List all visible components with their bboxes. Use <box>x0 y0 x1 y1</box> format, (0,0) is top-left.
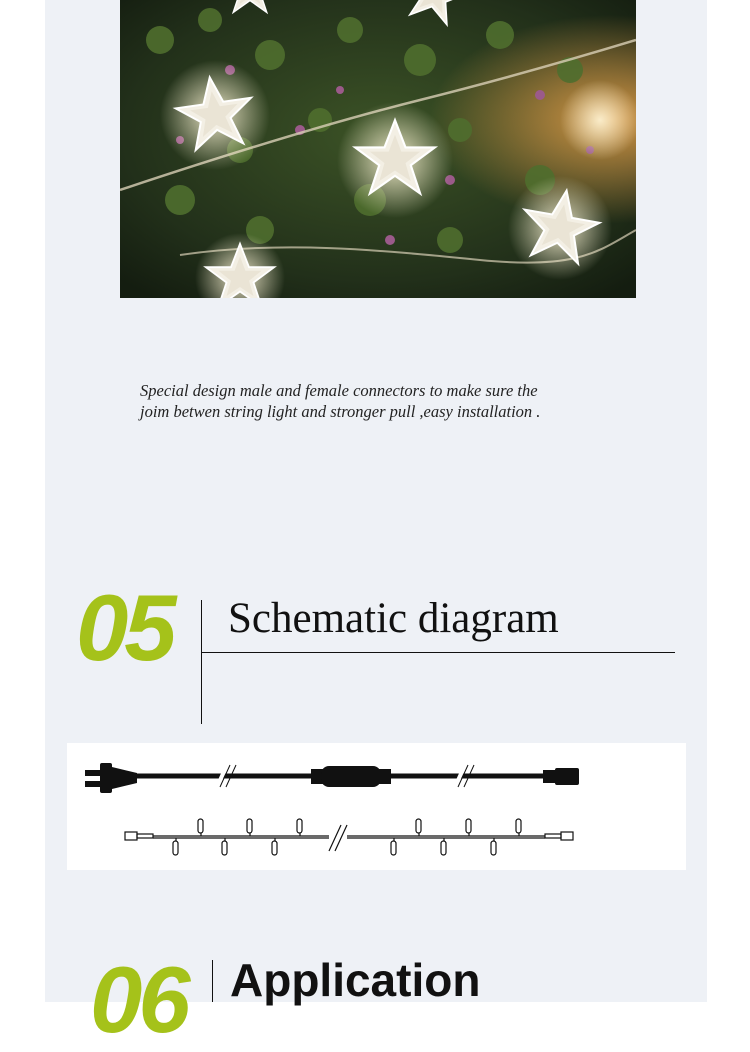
section-05-divider-horizontal <box>201 652 675 653</box>
caption-line-1: Special design male and female connectors to make sure the <box>140 381 538 400</box>
feature-caption <box>140 380 620 422</box>
section-06-title: Application <box>230 954 481 1006</box>
light-string-icon <box>125 819 573 855</box>
power-plug-icon <box>85 763 137 793</box>
section-06-divider-vertical <box>212 960 213 1002</box>
section-05-number: 05 <box>76 575 173 680</box>
controller-box-icon <box>311 766 391 787</box>
caption-line-2: joim betwen string light and stronger pull ,easy installation . <box>140 402 541 421</box>
section-05-title: Schematic diagram <box>228 595 559 642</box>
schematic-diagram <box>67 743 686 870</box>
product-photo <box>120 0 636 298</box>
socket-connector-icon <box>543 768 579 785</box>
section-05-divider-vertical <box>201 600 202 724</box>
section-06-number: 06 <box>90 947 187 1052</box>
